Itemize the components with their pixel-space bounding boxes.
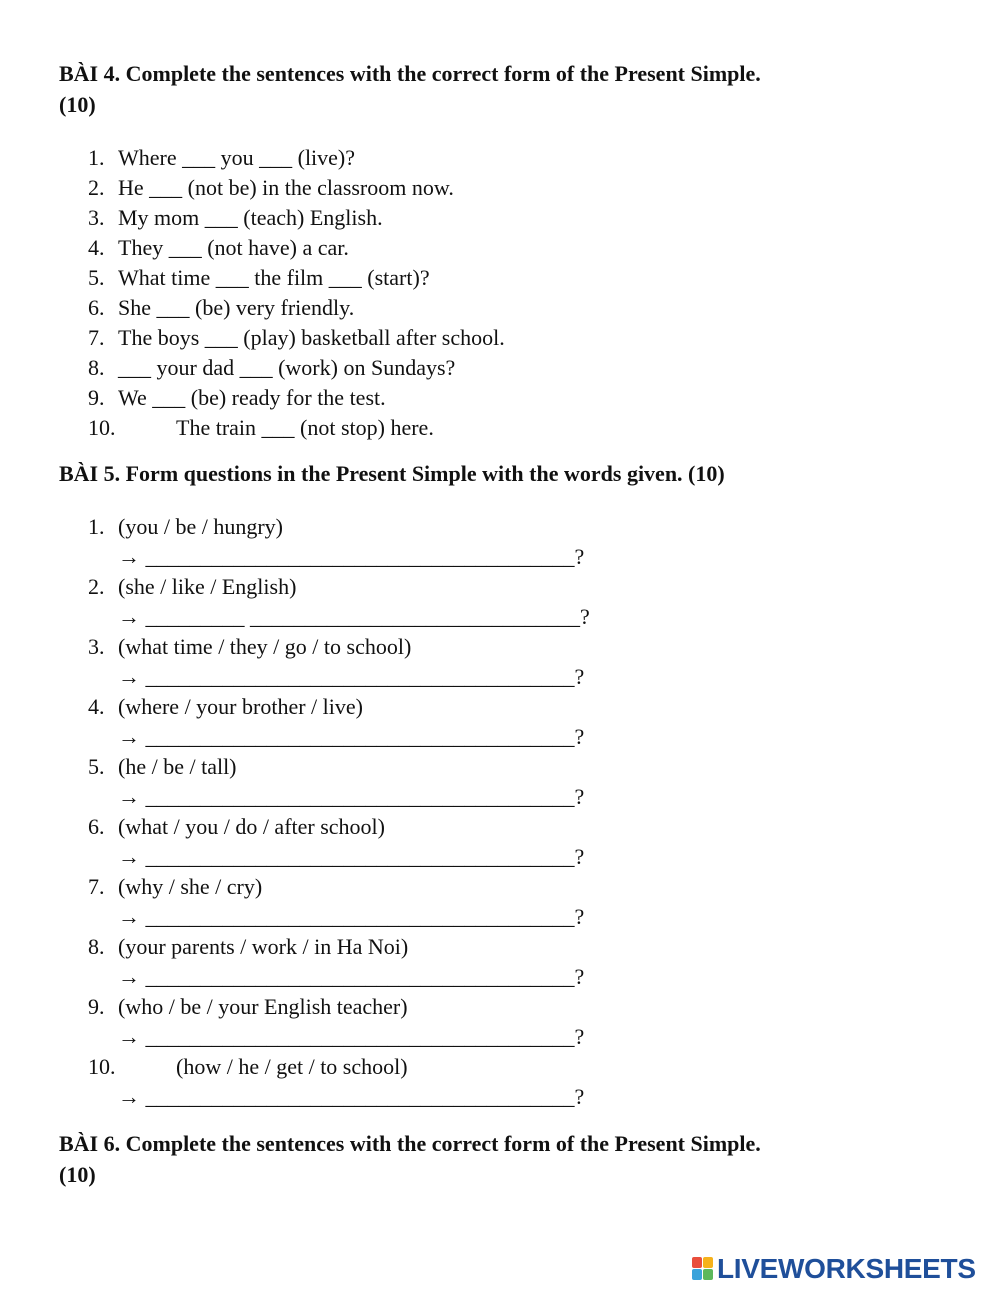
item-number: 5. [88,265,105,290]
exercise-4 [59,58,939,443]
item-number: 2. [88,574,105,599]
logo-square [703,1257,713,1268]
answer-blank[interactable]: → _______________________________________? [118,664,585,689]
item-number: 1. [88,514,105,539]
list-item [59,632,939,692]
answer-blank[interactable]: → _______________________________________? [118,844,585,869]
answer-blank[interactable]: → _________ ______________________________? [118,604,590,629]
item-prompt: (why / she / cry) [118,874,263,899]
item-prompt: (she / like / English) [118,574,297,599]
item-text: Where ___ you ___ (live)? [118,145,356,170]
liveworksheets-logo [692,1254,976,1284]
item-number: 1. [88,145,105,170]
item-number: 5. [88,754,105,779]
list-item [59,812,939,872]
answer-blank[interactable]: → _______________________________________? [118,544,585,569]
answer-blank[interactable]: → _______________________________________? [118,724,585,749]
exercise-4-heading-line1: BÀI 4. Complete the sentences with the correct form of the Present Simple. [59,61,761,86]
item-number: 3. [88,634,105,659]
list-item [59,692,939,752]
answer-blank[interactable]: → _______________________________________? [118,784,585,809]
worksheet-page [59,58,939,1190]
exercise-4-heading [59,58,939,120]
list-item [59,143,939,173]
item-prompt-row [59,752,939,782]
item-prompt: (what time / they / go / to school) [118,634,412,659]
item-prompt: (where / your brother / live) [118,694,363,719]
item-prompt-row [59,572,939,602]
exercise-6 [59,1128,939,1190]
exercise-5-list [59,512,939,1112]
item-prompt-row [59,872,939,902]
list-item [59,992,939,1052]
logo-square [692,1257,702,1268]
list-item [59,353,939,383]
item-prompt: (what / you / do / after school) [118,814,385,839]
item-prompt-row [59,1052,939,1082]
item-number: 9. [88,385,105,410]
item-number: 6. [88,814,105,839]
exercise-6-heading-line1: BÀI 6. Complete the sentences with the correct form of the Present Simple. [59,1131,761,1156]
list-item [59,293,939,323]
item-number: 3. [88,205,105,230]
logo-text: LIVEWORKSHEETS [717,1253,976,1284]
list-item [59,233,939,263]
item-number: 9. [88,994,105,1019]
item-text: The boys ___ (play) basketball after school. [118,325,505,350]
list-item [59,752,939,812]
item-number: 8. [88,355,105,380]
item-text: She ___ (be) very friendly. [118,295,355,320]
list-item [59,1052,939,1112]
logo-square [703,1269,713,1280]
item-prompt-row [59,992,939,1022]
list-item [59,263,939,293]
exercise-4-list [59,143,939,443]
list-item [59,932,939,992]
answer-blank[interactable]: → _______________________________________? [118,1084,585,1109]
answer-blank[interactable]: → _______________________________________? [118,964,585,989]
list-item [59,173,939,203]
answer-blank[interactable]: → _______________________________________? [118,904,585,929]
list-item [59,323,939,353]
item-number: 7. [88,874,105,899]
item-prompt: (your parents / work / in Ha Noi) [118,934,409,959]
item-number: 10. [88,415,116,440]
logo-square [692,1269,702,1280]
exercise-4-heading-line2: (10) [59,92,96,117]
exercise-5-heading: BÀI 5. Form questions in the Present Simple with the words given. (10) [59,461,725,486]
item-text: He ___ (not be) in the classroom now. [118,175,454,200]
item-text: We ___ (be) ready for the test. [118,385,386,410]
exercise-6-heading-line2: (10) [59,1162,96,1187]
list-item [59,872,939,932]
item-number: 7. [88,325,105,350]
exercise-5 [59,458,939,1112]
answer-blank[interactable]: → _______________________________________? [118,1024,585,1049]
item-prompt-row [59,812,939,842]
item-text: My mom ___ (teach) English. [118,205,383,230]
item-number: 8. [88,934,105,959]
item-text: The train ___ (not stop) here. [176,415,434,440]
list-item [59,512,939,572]
item-text: They ___ (not have) a car. [118,235,349,260]
item-text: What time ___ the film ___ (start)? [118,265,430,290]
item-text: ___ your dad ___ (work) on Sundays? [118,355,456,380]
item-number: 2. [88,175,105,200]
item-number: 10. [88,1054,116,1079]
item-prompt: (he / be / tall) [118,754,237,779]
item-prompt-row [59,932,939,962]
item-number: 4. [88,235,105,260]
item-number: 6. [88,295,105,320]
list-item [59,383,939,413]
list-item [59,572,939,632]
item-prompt: (you / be / hungry) [118,514,283,539]
item-prompt: (how / he / get / to school) [176,1054,408,1079]
item-prompt: (who / be / your English teacher) [118,994,408,1019]
item-prompt-row [59,692,939,722]
item-prompt-row [59,512,939,542]
list-item [59,203,939,233]
list-item [59,413,939,443]
item-number: 4. [88,694,105,719]
exercise-6-heading [59,1128,939,1190]
item-prompt-row [59,632,939,662]
logo-mark-icon [692,1257,714,1281]
